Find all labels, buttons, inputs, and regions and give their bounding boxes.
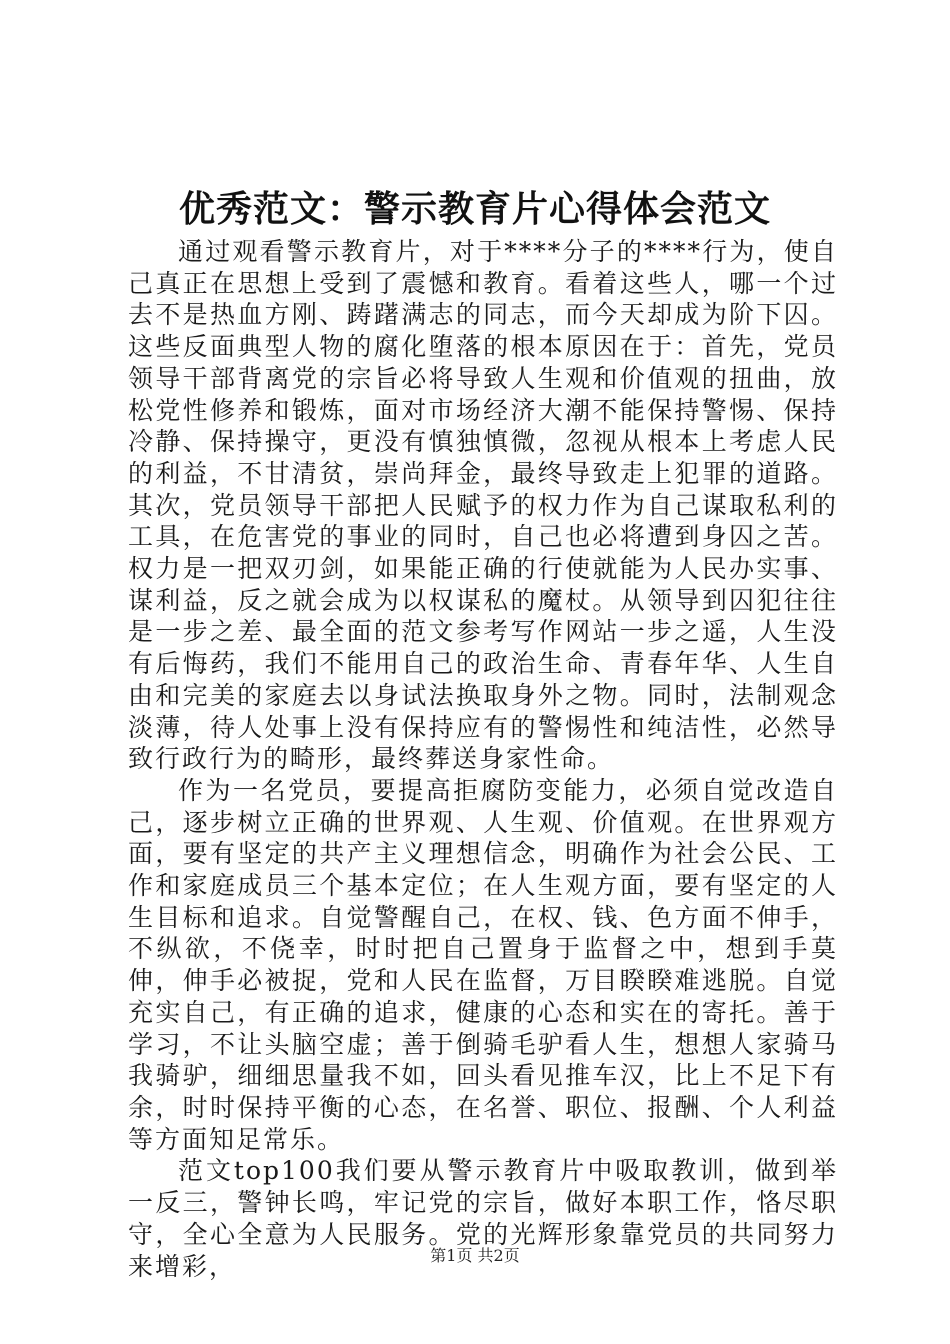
paragraph-2: 作为一名党员，要提高拒腐防变能力，必须自觉改造自己，逐步树立正确的世界观、人生观、价值观。在世界观方面，要有坚定的共产主义理想信念，明确作为社会公民、工作和家庭成员三个基本定位；在人生观方面，要有坚定的人生目标和追求。自觉警醒自己，在权、钱、色方面不伸手，不纵欲，不侥幸，时时把自己置身于监督之中，想到手莫伸，伸手必被捉，党和人民在监督，万目睽睽难逃脱。自觉充实自己，有正确的追求，健康的心态和实在的寄托。善于学习，不让头脑空虚；善于倒骑毛驴看人生，想想人家骑马我骑驴，细细思量我不如，回头看见推车汉，比上不足下有余，时时保持平衡的心态，在名誉、职位、报酬、个人利益等方面知足常乐。 [128, 775, 838, 1154]
document-body [128, 236, 838, 1282]
page-number-footer: 第1页 共2页 [430, 1246, 520, 1265]
paragraph-1: 通过观看警示教育片，对于****分子的****行为，使自己真正在思想上受到了震憾和教育。看着这些人，哪一个过去不是热血方刚、踌躇满志的同志，而今天却成为阶下囚。这些反面典型人物的腐化堕落的根本原因在于：首先，党员领导干部背离党的宗旨必将导致人生观和价值观的扭曲，放松党性修养和锻炼，面对市场经济大潮不能保持警惕、保持冷静、保持操守，更没有慎独慎微，忽视从根本上考虑人民的利益，不甘清贫，崇尚拜金，最终导致走上犯罪的道路。其次，党员领导干部把人民赋予的权力作为自己谋取私利的工具，在危害党的事业的同时，自己也必将遭到身囚之苦。权力是一把双刃剑，如果能正确的行使就能为人民办实事、谋利益，反之就会成为以权谋私的魔杖。从领导到囚犯往往是一步之差、最全面的范文参考写作网站一步之遥，人生没有后悔药，我们不能用自己的政治生命、青春年华、人生自由和完美的家庭去以身试法换取身外之物。同时，法制观念淡薄，待人处事上没有保持应有的警惕性和纯洁性，必然导致行政行为的畸形，最终葬送身家性命。 [128, 237, 838, 774]
paragraph-3: 范文top100我们要从警示教育片中吸取教训，做到举一反三，警钟长鸣，牢记党的宗旨，做好本职工作，恪尽职守，全心全意为人民服务。党的光辉形象靠党员的共同努力来增彩， [128, 1156, 838, 1281]
document-title: 优秀范文：警示教育片心得体会范文 [178, 188, 771, 230]
